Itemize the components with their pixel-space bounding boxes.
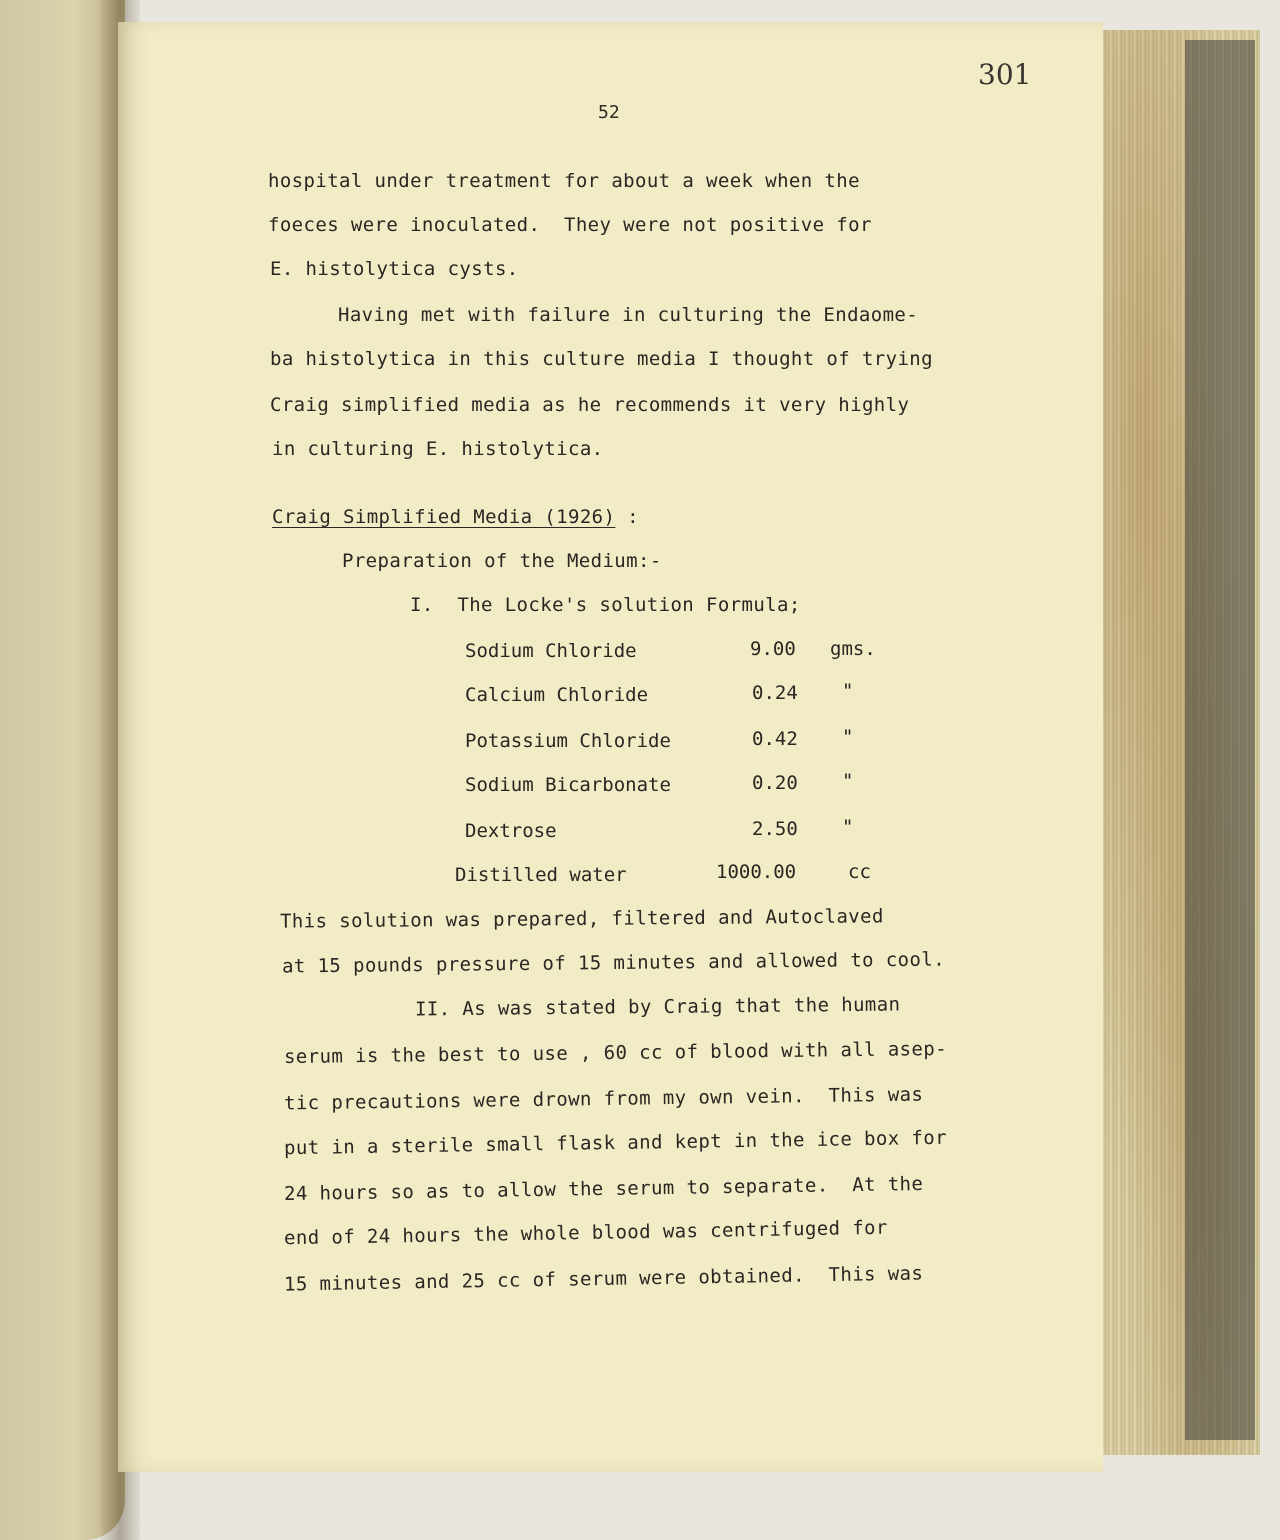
formula-unit: cc: [848, 861, 871, 883]
paragraph-4-line: tic precautions were drown from my own vein. This was: [283, 1083, 924, 1115]
formula-unit: ": [842, 770, 854, 792]
formula-amount: 0.20: [752, 772, 798, 794]
formula-unit: ": [842, 816, 854, 838]
formula-ingredient: Distilled water: [455, 864, 627, 886]
section-heading-suffix: :: [615, 506, 640, 528]
formula-ingredient: Sodium Bicarbonate: [465, 774, 671, 796]
paragraph-3-line: This solution was prepared, filtered and Autoclaved: [279, 905, 884, 933]
paragraph-4-line: serum is the best to use , 60 cc of blood with all asep-: [283, 1037, 948, 1069]
paragraph-2-line: Craig simplified media as he recommends it very highly: [270, 394, 910, 416]
folio-number: 301: [978, 58, 1032, 91]
paragraph-4-line: end of 24 hours the whole blood was centrifuged for: [283, 1216, 888, 1250]
formula-title: I. The Locke's solution Formula;: [410, 594, 801, 616]
formula-ingredient: Sodium Chloride: [465, 640, 637, 662]
formula-unit: gms.: [830, 638, 876, 660]
paragraph-2-line: ba histolytica in this culture media I thought of trying: [270, 348, 933, 370]
formula-unit: ": [842, 726, 854, 748]
section-heading-text: Craig Simplified Media (1926): [272, 506, 616, 528]
paragraph-1-line: foeces were inoculated. They were not positive for: [268, 214, 872, 236]
paragraph-4-line: 15 minutes and 25 cc of serum were obtained. This was: [283, 1262, 924, 1296]
paragraph-1-line: hospital under treatment for about a week when the: [268, 170, 860, 192]
formula-ingredient: Dextrose: [465, 820, 557, 842]
formula-amount: 0.42: [752, 728, 798, 750]
paragraph-2-line: Having met with failure in culturing the Endaome-: [338, 304, 919, 326]
book-cover-edge: [1185, 40, 1255, 1440]
formula-amount: 2.50: [752, 818, 798, 840]
paragraph-4-line: 24 hours so as to allow the serum to separate. At the: [283, 1172, 924, 1206]
formula-amount: 9.00: [750, 638, 796, 660]
paragraph-3-line: at 15 pounds pressure of 15 minutes and allowed to cool.: [281, 948, 946, 978]
formula-amount: 1000.00: [716, 861, 797, 883]
paragraph-4-line: II. As was stated by Craig that the human: [414, 993, 901, 1021]
section-heading: [272, 506, 639, 528]
formula-ingredient: Potassium Chloride: [465, 730, 671, 752]
section-subheading: Preparation of the Medium:-: [342, 550, 662, 572]
formula-amount: 0.24: [752, 682, 798, 704]
paragraph-1-line: E. histolytica cysts.: [270, 258, 519, 280]
formula-unit: ": [842, 680, 854, 702]
paragraph-4-line: put in a sterile small flask and kept in the ice box for: [283, 1126, 948, 1160]
paragraph-2-line: in culturing E. histolytica.: [272, 438, 604, 460]
formula-ingredient: Calcium Chloride: [465, 684, 649, 706]
page-number: 52: [598, 102, 620, 123]
